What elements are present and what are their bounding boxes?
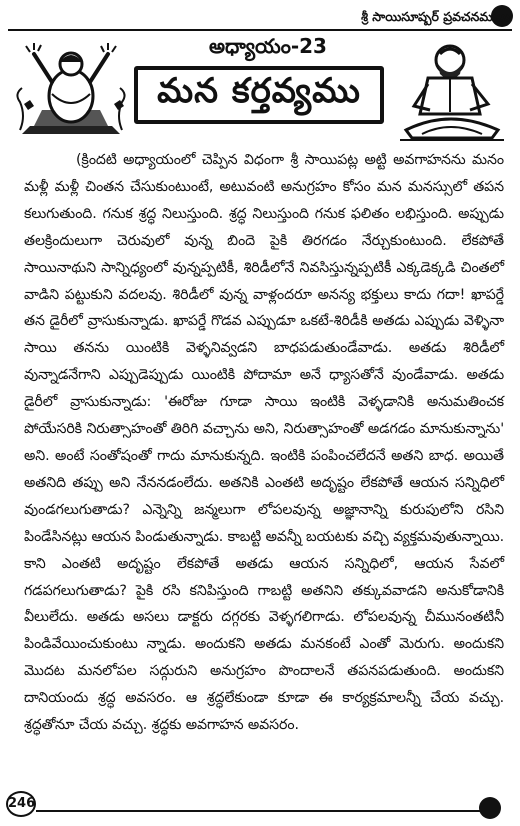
speaker-portrait-illustration — [392, 34, 512, 144]
paragraph: (క్రిందటి అధ్యాయంలో చెప్పిన విధంగా శ్రీ సాయిపట్ల అట్టి అవగాహనను మనం మళ్లీ మళ్లీ చింతన చేసుకుంటుంటే, అటువంటి అనుగ్రహం కోసం మన మనస్సులో తపన కలుగుతుంది. గనుక శ్రద్ధ నిలుస్తుంది. శ్రద్ధ నిలుస్తుంది గనుక ఫలితం లభిస్తుంది. అప్పుడు తలక్రిందులుగా చెరువులో వున్న బిందె పైకి తిరగడం నేర్చుకుంటుంది. లేకపోతే సాయినాథుని సాన్నిధ్యంలో వున్నప్పటికీ, శిరిడీలోనే నివసిస్తున్నప్పటికీ ఎక్కడెక్కడి చింతలో వాడిని పట్టుకుని వదలవు. శిరిడీలో వున్న వాళ్లందరూ అనన్య భక్తులు కాదు గదా! ఖాపర్డే తన డైరీలో వ్రాసుకున్నాడు. ఖాపర్డే గొడవ ఎప్పుడూ ఒకటే-శిరిడీకి అతడు ఎప్పుడు వెళ్ళినా సాయి తనను యింటికి వెళ్ళనివ్వడని బాధపడుతుండేవాడు. అతడు శిరిడీలో వున్నాడనేగాని ఎప్పుడెప్పుడు యింటికి పోదామా అనే ధ్యాసతోనే వుండేవాడు. అతడు డైరీలో వ్రాసుకున్నాడు: 'ఈరోజు గూడా సాయి ఇంటికి వెళ్ళడానికి అనుమతించక పోయేసరికి నిరుత్సాహంతో తిరిగి వచ్చాను అని, నిరుత్సాహంతో అడగడం మానుకున్నాను' అని. అంటే సంతోషంతో గాదు మానుకున్నది. ఇంటికి పంపించలేదనే అతని బాధ. అయితే అతనిది తప్పు అని నేననడంలేదు. అతనికి ఎంతటి అదృష్టం లేకపోతే ఆయన సన్నిధిలో వుండగలుగుతాడు? ఎన్నెన్ని జన్మలుగా లోపలవున్న అజ్ఞానాన్ని కురుపులోని రసిని పిండేసినట్లు ఆయన పిండుతున్నాడు. కాబట్టి అవన్నీ బయటకు వచ్చి వ్యక్తమవుతున్నాయి. కాని ఎంతటి అదృష్టం లేకపోతే అతడు ఆయన సన్నిధిలో, ఆయన సేవలో గడపగలుగుతాడు? పైకి రసి కనిపిస్తుంది గాబట్టి అతనిని తక్కువవాడని అనుకోడానికి వీలులేదు. అతడు అసలు డాక్టరు దగ్గరకు వెళ్ళగలిగాడు. లోపలవున్న చీమునంతటినీ పిండివేయించుకుంటు న్నాడు. అందుకని అతడు మనకంటే ఎంతో మెరుగు. అందుకని మొదట మనలోపల సద్గురుని అనుగ్రహం పొందాలనే తపనపడుతుంది. అందుకని దానియందు శ్రద్ధ అవసరం. ఆ శ్రద్ధలేకుండా కూడా ఈ కార్యక్రమాలన్నీ చేయ వచ్చు. శ్రద్ధతోనూ చేయ వచ్చు. శ్రద్ధకు అవగాహన అవసరం. — [24, 152, 504, 734]
footer-rule — [36, 810, 496, 812]
chapter-title-box — [134, 66, 384, 124]
page-number: 246 — [6, 791, 36, 817]
corner-dot-bottom — [479, 797, 501, 819]
header-rule — [8, 29, 512, 31]
body-text — [24, 147, 504, 739]
running-header: శ్రీ సాయిసూష్పర్ ప్రవచనములు — [361, 9, 510, 24]
chapter-number: అధ్యాయం-23 — [209, 34, 327, 58]
chapter-title: మన కర్తవ్యము — [157, 71, 361, 111]
sai-baba-illustration — [12, 34, 130, 144]
